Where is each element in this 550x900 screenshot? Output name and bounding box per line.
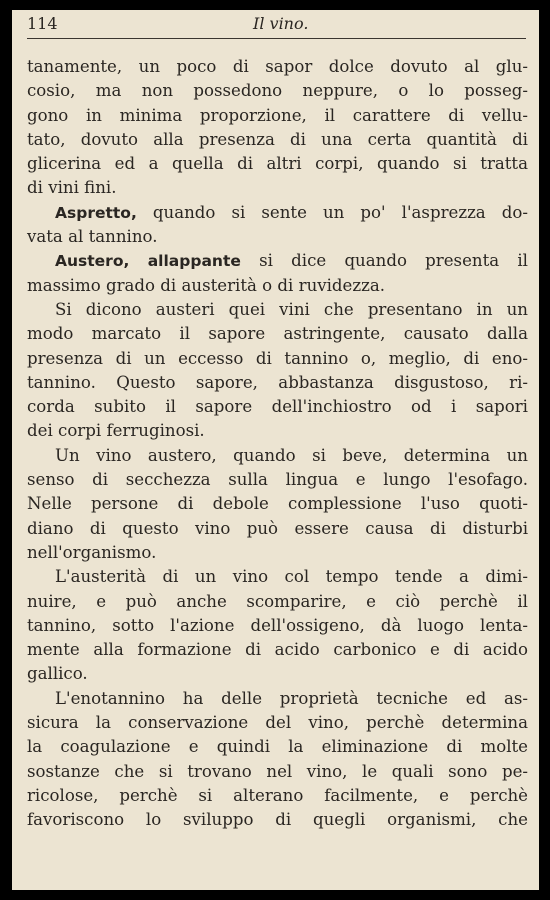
book-page (12, 10, 539, 890)
line-text: nuire, e può anche scomparire, e ciò perchè il (27, 591, 528, 611)
text-line (27, 565, 528, 589)
text-line (27, 735, 528, 759)
line-text: tanamente, un poco di sapor dolce dovuto al glu- (27, 57, 528, 76)
text-line (27, 152, 528, 176)
page-number: 114 (27, 14, 58, 33)
text-line (27, 808, 528, 832)
text-line (27, 201, 528, 225)
text-line (27, 711, 528, 735)
line-text: Un vino austero, quando si beve, determina un (55, 445, 528, 465)
text-line (27, 614, 528, 638)
text-line (27, 79, 528, 103)
line-text: modo marcato il sapore astringente, causato dalla (27, 324, 528, 344)
line-text: gono in minima proporzione, il carattere di vellu- (27, 105, 528, 125)
line-text: dei corpi ferruginosi. (27, 421, 205, 441)
line-text: presenza di un eccesso di tannino o, meglio, di eno- (27, 348, 528, 368)
body-text (27, 55, 528, 833)
line-text: L'austerità di un vino col tempo tende a dimi- (55, 567, 528, 587)
line-text: tato, dovuto alla presenza di una certa quantità di (27, 129, 528, 149)
line-text: Nelle persone di debole complessione l'uso quoti- (27, 494, 528, 514)
page-header (27, 13, 526, 35)
text-line (27, 638, 528, 662)
line-text: tannino, sotto l'azione dell'ossigeno, dà luogo lenta- (27, 615, 528, 635)
line-text: massimo grado di austerità o di ruvidezza. (27, 275, 386, 295)
line-text: sicura la conservazione del vino, perchè determina (27, 713, 528, 733)
text-line (27, 444, 528, 468)
text-line (27, 371, 528, 395)
text-line (27, 541, 528, 565)
line-text: senso di secchezza sulla lingua e lungo l'esofago. (27, 470, 528, 490)
line-text: glicerina ed a quella di altri corpi, quando si tratta (27, 154, 528, 174)
line-text: vata al tannino. (27, 227, 158, 247)
line-text: favoriscono lo sviluppo di quegli organismi, che (27, 810, 528, 830)
line-text: si dice quando presenta il (240, 251, 528, 271)
line-text: gallico. (27, 664, 88, 684)
text-line (27, 419, 528, 443)
line-text: cosio, ma non possedono neppure, o lo posseg- (27, 81, 528, 101)
line-text: Si dicono austeri quei vini che presentano in un (55, 299, 528, 319)
text-line (27, 176, 528, 200)
text-line (27, 225, 528, 249)
text-line (27, 590, 528, 614)
text-line (27, 249, 528, 273)
text-line (27, 298, 528, 322)
text-line (27, 662, 528, 686)
line-text: tannino. Questo sapore, abbastanza disgustoso, ri- (27, 372, 528, 392)
text-line (27, 128, 528, 152)
text-line (27, 760, 528, 784)
line-text: L'enotannino ha delle proprietà tecniche ed as- (55, 688, 528, 708)
text-line (27, 395, 528, 419)
line-text: la coagulazione e quindi la eliminazione di molte (27, 737, 528, 757)
glossary-term: Austero, allappante (55, 252, 241, 271)
line-text: di vini fini. (27, 178, 117, 198)
line-text: quando si sente un po' l'asprezza do- (136, 202, 528, 222)
text-line (27, 784, 528, 808)
text-line (27, 104, 528, 128)
line-text: corda subito il sapore dell'inchiostro od i sapori (27, 397, 528, 417)
line-text: sostanze che si trovano nel vino, le quali sono pe- (27, 761, 528, 781)
text-line (27, 517, 528, 541)
line-text: mente alla formazione di acido carbonico e di acido (27, 640, 528, 660)
line-text: diano di questo vino può essere causa di disturbi (27, 518, 528, 538)
line-text: nell'organismo. (27, 542, 157, 562)
text-line (27, 322, 528, 346)
text-line (27, 347, 528, 371)
text-line (27, 687, 528, 711)
text-line (27, 468, 528, 492)
line-text: ricolose, perchè si alterano facilmente, e perchè (27, 785, 528, 805)
running-title: Il vino. (253, 14, 309, 33)
text-line (27, 492, 528, 516)
glossary-term: Aspretto, (55, 203, 137, 222)
header-rule (27, 38, 526, 39)
text-line (27, 55, 528, 79)
text-line (27, 274, 528, 298)
